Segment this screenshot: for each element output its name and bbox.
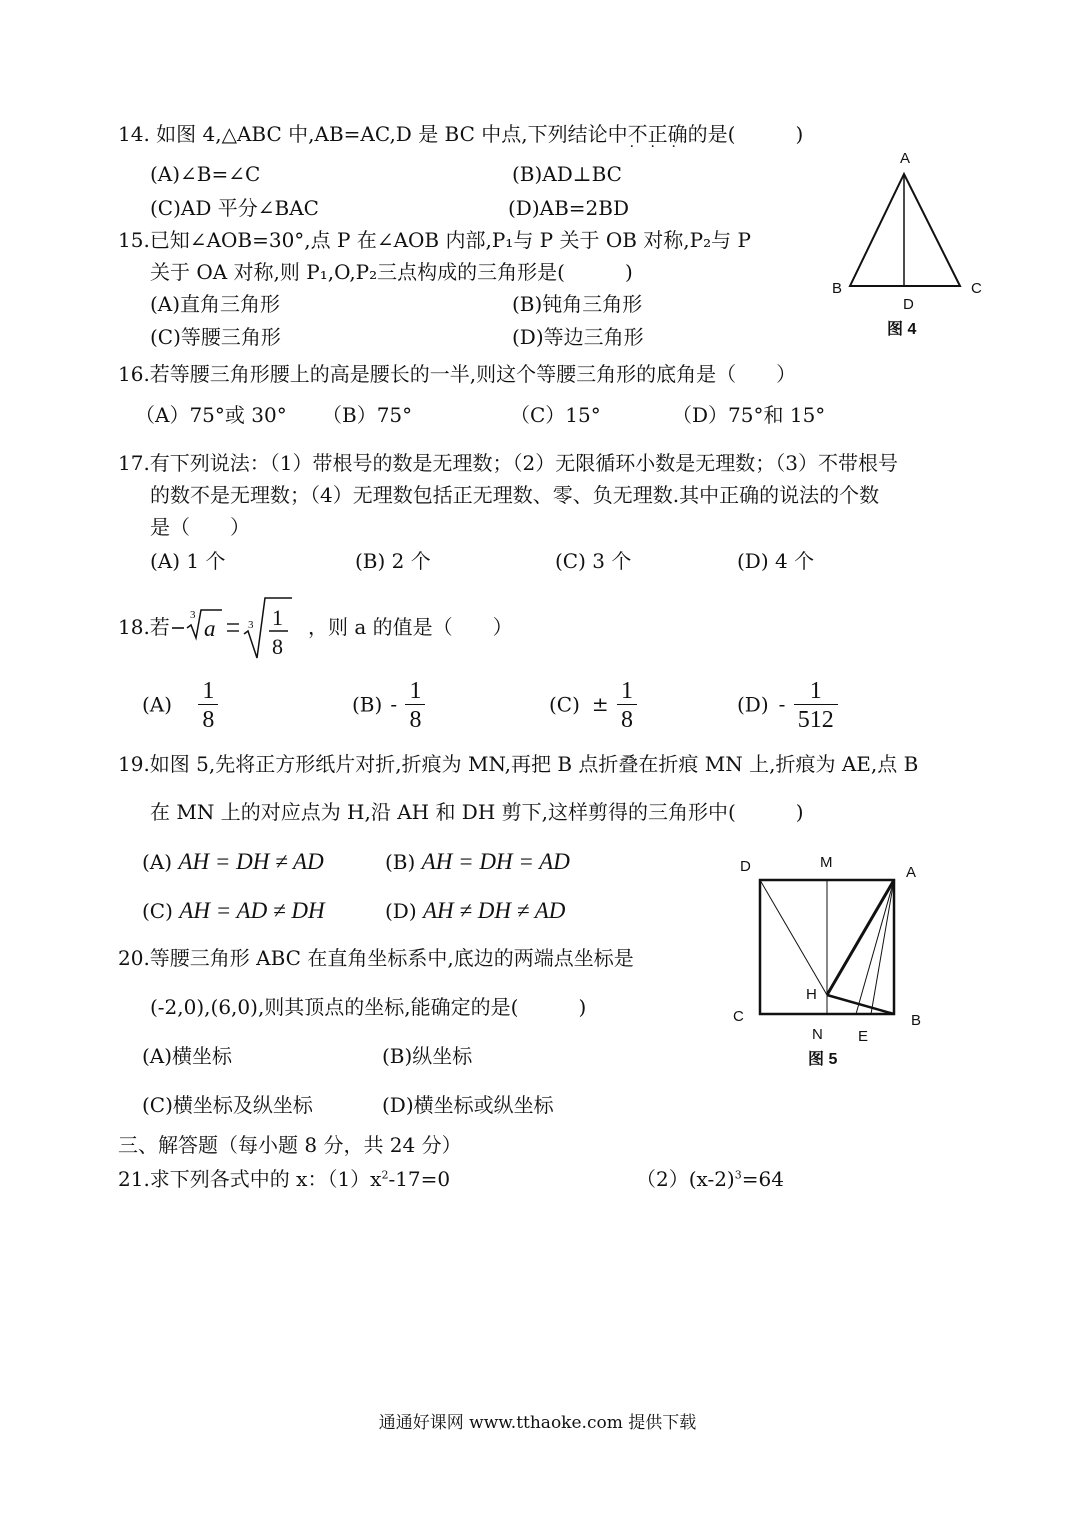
fig4-label-b: B [832,280,843,297]
fig4-caption: 图 4 [887,321,917,338]
q14-option-d: (D)AB=2BD [508,196,629,220]
q21-part2: $(2)(x-2)^3=64$ [636,1167,784,1191]
q19-option-a: (A) AH = DH ≠ AD [142,849,324,874]
q18-den: 8 [272,634,283,659]
q16-option-b: （B）75° [322,403,413,427]
fig5-label-m: M [820,854,833,871]
q17-option-c: (C) 3 个 [555,549,632,573]
q21-part1: 21.求下列各式中的 x：$(1)x^2-17=0$ [118,1167,451,1191]
q20-option-c: (C)横坐标及纵坐标 [142,1093,313,1117]
fig5-label-h: H [806,986,817,1003]
q19-option-b: (B) AH = DH = AD [385,849,570,874]
q17-stem-line3: 是（ ） [150,515,250,539]
q18-root-index-right: 3 [248,619,254,631]
section-3-heading: 三、解答题（每小题 8 分，共 24 分） [118,1133,462,1157]
q15-option-d: (D)等边三角形 [512,325,644,349]
fig5-label-d: D [740,858,751,875]
q19-option-d: (D) AH ≠ DH ≠ AD [385,898,566,923]
q18-var: a [204,616,216,641]
q18-equation [170,594,300,662]
q14-option-a: (A)∠B=∠C [150,162,261,186]
q17-stem-line2: 的数不是无理数；（4）无理数包括正无理数、零、负无理数.其中正确的说法的个数 [150,483,880,507]
q19-stem-line1: 19.如图 5,先将正方形纸片对折,折痕为 MN,再把 B 点折叠在折痕 MN 上,折痕为 AE,点 B [118,752,919,776]
q16-option-c: （C）15° [510,403,601,427]
q17-option-a: (A) 1 个 [150,549,226,573]
q20-option-b: (B)纵坐标 [382,1044,473,1068]
q16-option-a: （A）75°或 30° [135,403,287,427]
q16-stem: 16.若等腰三角形腰上的高是腰长的一半,则这个等腰三角形的底角是（ ） [118,362,797,386]
q20-option-a: (A)横坐标 [142,1044,233,1068]
fig4-label-d: D [903,296,914,313]
q18-option-a: (A) $\frac{1}{8}$ [142,678,218,734]
figure-5 [740,860,940,1040]
q18-suffix: ，则 a 的值是（ ） [308,615,513,639]
q14-emphasis: 不正确 · · · [628,122,688,146]
q18-option-b: (B) - $\frac{1}{8}$ [352,678,425,734]
q18-option-d: (D) - $\frac{1}{512}$ [737,678,838,734]
q20-option-d: (D)横坐标或纵坐标 [382,1093,554,1117]
q15-option-c: (C)等腰三角形 [150,325,281,349]
q17-option-b: (B) 2 个 [355,549,431,573]
q14-option-b: (B)AD⊥BC [512,162,622,186]
q19-option-c: (C) AH = AD ≠ DH [142,898,325,923]
q20-stem-line1: 20.等腰三角形 ABC 在直角坐标系中,底边的两端点坐标是 [118,946,634,970]
q15-option-b: (B)钝角三角形 [512,292,643,316]
q15-stem-line1: 15.已知∠AOB=30°,点 P 在∠AOB 内部,P₁与 P 关于 OB 对称,P₂与 P [118,228,751,252]
q20-stem-line2: (-2,0),(6,0),则其顶点的坐标,能确定的是( ) [150,995,587,1019]
fig4-label-c: C [971,280,982,297]
q18-prefix: 18.若 [118,615,170,639]
q16-option-d: （D）75°和 15° [672,403,826,427]
fig4-label-a: A [900,150,911,167]
q18-num: 1 [272,605,283,630]
q17-stem-line1: 17.有下列说法：（1）带根号的数是无理数；（2）无限循环小数是无理数；（3）不带根号 [118,451,898,475]
fig5-label-a: A [906,864,917,881]
fig5-label-e: E [858,1028,869,1045]
page-footer: 通通好课网 www.tthaoke.com 提供下载 [378,1413,697,1433]
fig5-caption: 图 5 [808,1051,838,1068]
q15-option-a: (A)直角三角形 [150,292,281,316]
q18-option-c: (C) ± $\frac{1}{8}$ [549,678,637,734]
q19-stem-line2: 在 MN 上的对应点为 H,沿 AH 和 DH 剪下,这样剪得的三角形中( ) [150,800,804,824]
fig5-label-n: N [812,1026,823,1043]
fig5-label-c: C [733,1008,744,1025]
q15-stem-line2: 关于 OA 对称,则 P₁,O,P₂三点构成的三角形是( ) [150,260,633,284]
q14-option-c: (C)AD 平分∠BAC [150,196,319,220]
fig5-label-b: B [911,1012,922,1029]
q18-root-index-left: 3 [190,609,196,621]
q14-stem: 14. 如图 4,△ABC 中,AB=AC,D 是 BC 中点,下列结论中不正确 · · ·的是( ) [118,124,803,144]
q17-option-d: (D) 4 个 [737,549,815,573]
